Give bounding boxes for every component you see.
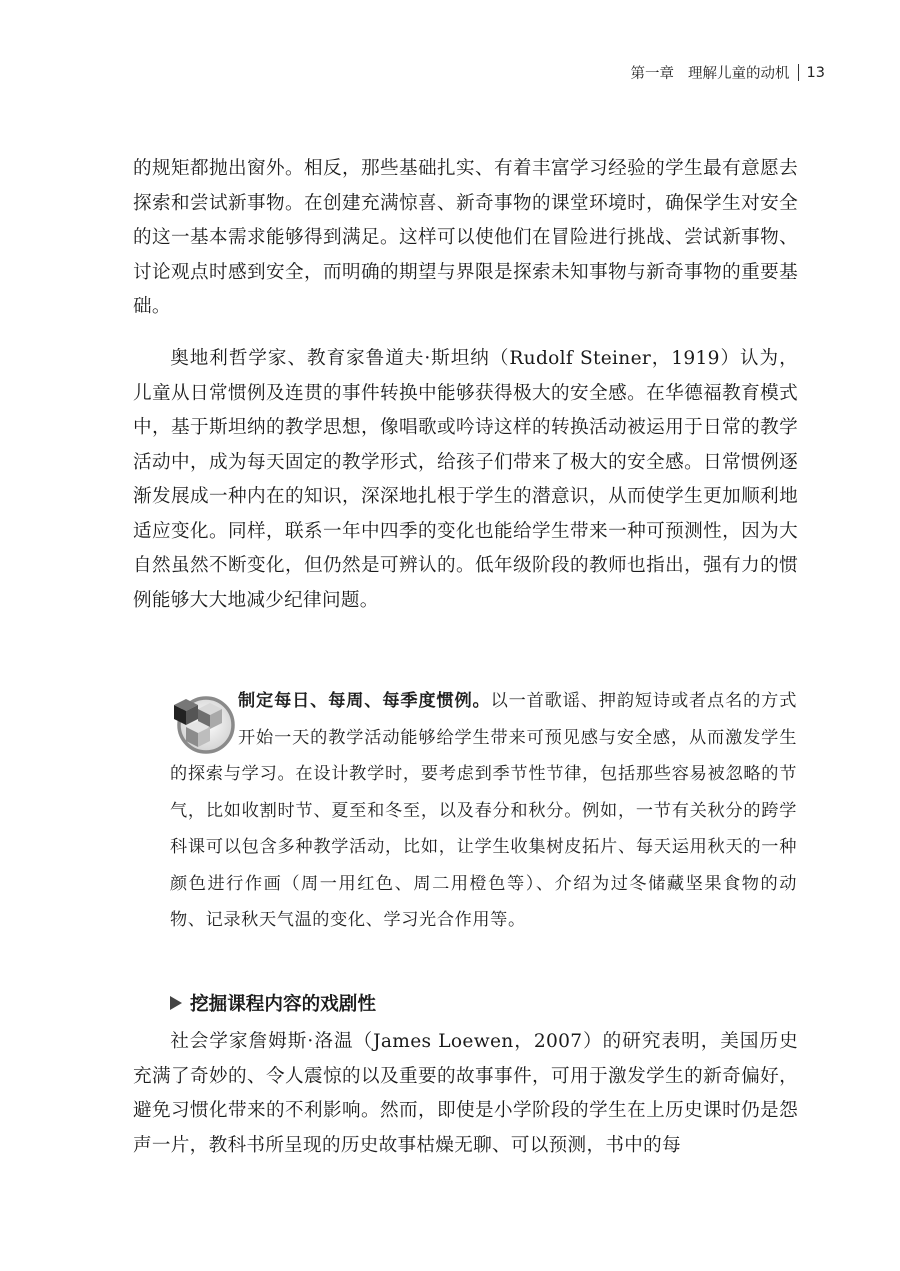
paragraph-1	[133, 152, 798, 325]
chapter-title: 理解儿童的动机	[688, 66, 790, 82]
paragraph-3	[133, 1025, 798, 1163]
tip-title: 制定每日、每周、每季度惯例。	[238, 691, 491, 711]
paragraph-1-text: 的规矩都抛出窗外。相反，那些基础扎实、有着丰富学习经验的学生最有意愿去探索和尝试新事物。在创建充满惊喜、新奇事物的课堂环境时，确保学生对安全的这一基本需求能够得到满足。这样可以使他们在冒险进行挑战、尝试新事物、讨论观点时感到安全，而明确的期望与界限是探索未知事物与新奇事物的重要基础。	[133, 158, 798, 317]
paragraph-2	[133, 342, 798, 618]
section-heading	[170, 990, 376, 1016]
section-heading-text: 挖掘课程内容的戏剧性	[190, 994, 376, 1015]
running-head	[631, 62, 825, 83]
paragraph-2-text: 奥地利哲学家、教育家鲁道夫·斯坦纳（Rudolf Steiner，1919）认为，儿童从日常惯例及连贯的事件转换中能够获得极大的安全感。在华德福教育模式中，基于斯坦纳的教学思想，像唱歌或吟诗这样的转换活动被运用于日常的教学活动中，成为每天固定的教学形式，给孩子们带来了极大的安全感。日常惯例逐渐发展成一种内在的知识，深深地扎根于学生的潜意识，从而使学生更加顺利地适应变化。同样，联系一年中四季的变化也能给学生带来一种可预测性，因为大自然虽然不断变化，但仍然是可辨认的。低年级阶段的教师也指出，强有力的惯例能够大大地减少纪律问题。	[133, 348, 798, 611]
paragraph-3-text: 社会学家詹姆斯·洛温（James Loewen，2007）的研究表明，美国历史充满了奇妙的、令人震惊的以及重要的故事事件，可用于激发学生的新奇偏好，避免习惯化带来的不利影响。然而，即使是小学阶段的学生在上历史课时仍是怨声一片，教科书所呈现的历史故事枯燥无聊、可以预测，书中的每	[133, 1031, 798, 1156]
arrow-right-icon	[170, 996, 182, 1010]
page-number: 13	[806, 64, 825, 81]
tip-text: 以一首歌谣、押韵短诗或者点名的方式开始一天的教学活动能够给学生带来可预见感与安全感，从而激发学生的探索与学习。在设计教学时，要考虑到季节性节律，包括那些容易被忽略的节气，比如收割时节、夏至和冬至，以及春分和秋分。例如，一节有关秋分的跨学科课可以包含多种教学活动，比如，让学生收集树皮拓片、每天运用秋天的一种颜色进行作画（周一用红色、周二用橙色等）、介绍为过冬储藏坚果食物的动物、记录秋天气温的变化、学习光合作用等。	[170, 691, 797, 930]
chapter-label: 第一章	[630, 66, 675, 82]
header-divider	[798, 64, 799, 81]
tip-box	[170, 683, 797, 939]
cubes-icon	[170, 687, 236, 755]
